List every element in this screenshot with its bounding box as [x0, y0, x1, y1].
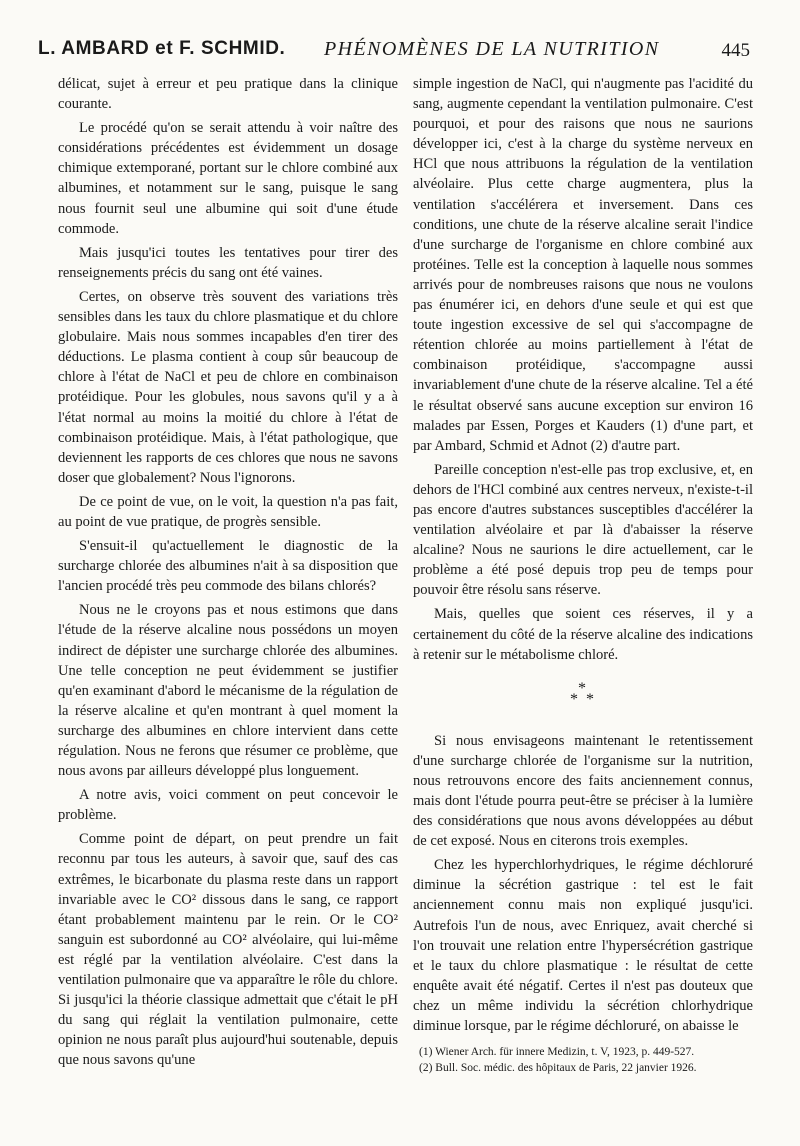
paragraph: Si nous envisageons maintenant le retentissement d'une surcharge chlorée de l'organisme sur la nutrition, nous retrouvons encore des faits anciennement connus, mais dont l'étude pourra peut-être se préciser à la lumière des considérations que nous avons développées au début de cet exposé. Nous en citerons trois exemples. [413, 732, 753, 850]
paragraph: Pareille conception n'est-elle pas trop exclusive, et, en dehors de l'HCl combiné aux centres nerveux, n'existe-t-il pas encore d'autres substances susceptibles d'accélérer la ventilation alvéolaire et par là d'abaisser la réserve alcaline? Nous ne saurions le dire actuellement, car le problème a été posé depuis trop peu de temps pour pouvoir être résolu sans réserve. [413, 461, 753, 599]
header-authors: L. AMBARD et F. SCHMID. [38, 38, 286, 59]
footnotes [413, 1044, 753, 1076]
section-break-asterism: * * * [570, 679, 596, 708]
footnote: (1) Wiener Arch. für innere Medizin, t. V, 1923, p. 449-527. [419, 1046, 695, 1059]
footnote: (2) Bull. Soc. médic. des hôpitaux de Paris, 22 janvier 1926. [419, 1062, 697, 1075]
paragraph: Comme point de départ, on peut prendre un fait reconnu par tous les auteurs, à savoir que, sauf des cas extrêmes, le bicarbonate du plasma reste dans un rapport invariable avec le CO² dissous dans le sang, ce rapport étant probablement maintenu par le rein. Or le CO² sanguin est subordonné au CO² alvéolaire, qui lui-même est réglé par la ventilation alvéolaire. C'est dans la ventilation pulmonaire que va apparaître le rôle du chlore. Si jusqu'ici la théorie classique admettait que c'était le pH du sang qui réglait la ventilation pulmonaire, cette opinion ne nous paraît plus aujourd'hui soutenable, depuis que nous savons qu'une [58, 831, 398, 1069]
paragraph: simple ingestion de NaCl, qui n'augmente pas l'acidité du sang, augmente cependant la ventilation pulmonaire. C'est pourquoi, et pour des raisons que nous ne saurions développer ici, c'est à la charge du système nerveux en HCl que nous attribuons la régulation de la ventilation alvéolaire. Plus cette charge augmentera, plus la ventilation s'accélérera et inversement. Dans ces conditions, une chute de la réserve alcaline serait l'indice d'une surcharge de l'organisme en chlore combiné aux protéines. Telle est la conception à laquelle nous sommes arrivés pour de nombreuses raisons que nous ne voulons pas énumérer ici, en dehors d'une seule et qui est que toute ingestion excessive de sel qui s'accompagne de rétention chlorée au moins partiellement à l'état de combinaison protéidique, s'accompagne aussi invariablement d'une chute de la réserve alcaline. Tel a été le résultat observé sans aucune exception sur environ 16 malades par Essen, Porges et Kauders (1) d'une part, et par Ambard, Schmid et Adnot (2) d'autre part. [413, 76, 753, 454]
paragraph: Le procédé qu'on se serait attendu à voir naître des considérations précédentes est évidemment un dosage chimique extemporané, portant sur le chlore combiné aux albumines, et notamment sur le sang, puisque le sang nous fournit seul une albumine qui soit d'une étude commode. [58, 120, 398, 237]
running-header [38, 38, 750, 68]
paragraph: Certes, on observe très souvent des variations très sensibles dans les taux du chlore plasmatique et du chlore globulaire. Mais nous sommes incapables d'en tirer des déductions. Le plasma contient à coup sûr beaucoup de chlore à l'état de NaCl et peu de chlore en combinaison protéidique. Pour les globules, nous savons qu'il y a à l'état normal au moins la moitié du chlore à l'état de combinaison protéidique. Mais, à l'état pathologique, que deviennent les rapports de ces chlores que nous ne savons doser que globalement? Nous l'ignorons. [58, 288, 398, 486]
page-number: 445 [721, 40, 750, 61]
paragraph: S'ensuit-il qu'actuellement le diagnostic de la surcharge chlorée des albumines n'ait à sa disposition que l'ancien procédé très peu commode des bilans chlorés? [58, 538, 398, 595]
paragraph: De ce point de vue, on le voit, la question n'a pas fait, au point de vue pratique, de progrès sensible. [58, 493, 398, 530]
paragraph: délicat, sujet à erreur et peu pratique dans la clinique courante. [58, 76, 398, 113]
paragraph: Chez les hyperchlorhydriques, le régime déchloruré diminue la sécrétion gastrique : tel est le fait anciennement connu mais non expliqué jusqu'ici. Autrefois l'un de nous, avec Enriquez, avait cherché si l'on trouvait une relation entre l'hypersécrétion gastrique et le taux du chlore plasmatique : le résultat de cette enquête avait été négatif. Certes il n'est pas douteux que chez un même individu la sécrétion chlorhydrique diminue lorsque, par le régime déchloruré, on abaisse le [413, 857, 753, 1035]
paragraph: A notre avis, voici comment on peut concevoir le problème. [58, 787, 398, 824]
paragraph: Mais jusqu'ici toutes les tentatives pour tirer des renseignements précis du sang ont été vaines. [58, 244, 398, 281]
header-title: PHÉNOMÈNES DE LA NUTRITION [324, 38, 660, 60]
right-column [413, 74, 753, 1076]
left-column [58, 74, 398, 1075]
paragraph: Nous ne le croyons pas et nous estimons que dans l'étude de la réserve alcaline nous possédons un moyen indirect de dépister une surcharge chlorée des albumines. Une telle conception ne peut évidemment se justifier qu'en examinant d'abord le mécanisme de la régulation de la réserve alcaline et qu'en montrant à quel moment la surcharge des albumines en chlore intervient dans cette régulation. Nous ne ferons que résumer ce problème, que nous avons par ailleurs développé plus longuement. [58, 602, 398, 780]
paragraph: Mais, quelles que soient ces réserves, il y a certainement du côté de la réserve alcaline des indications à retenir sur le métabolisme chloré. [413, 606, 753, 663]
